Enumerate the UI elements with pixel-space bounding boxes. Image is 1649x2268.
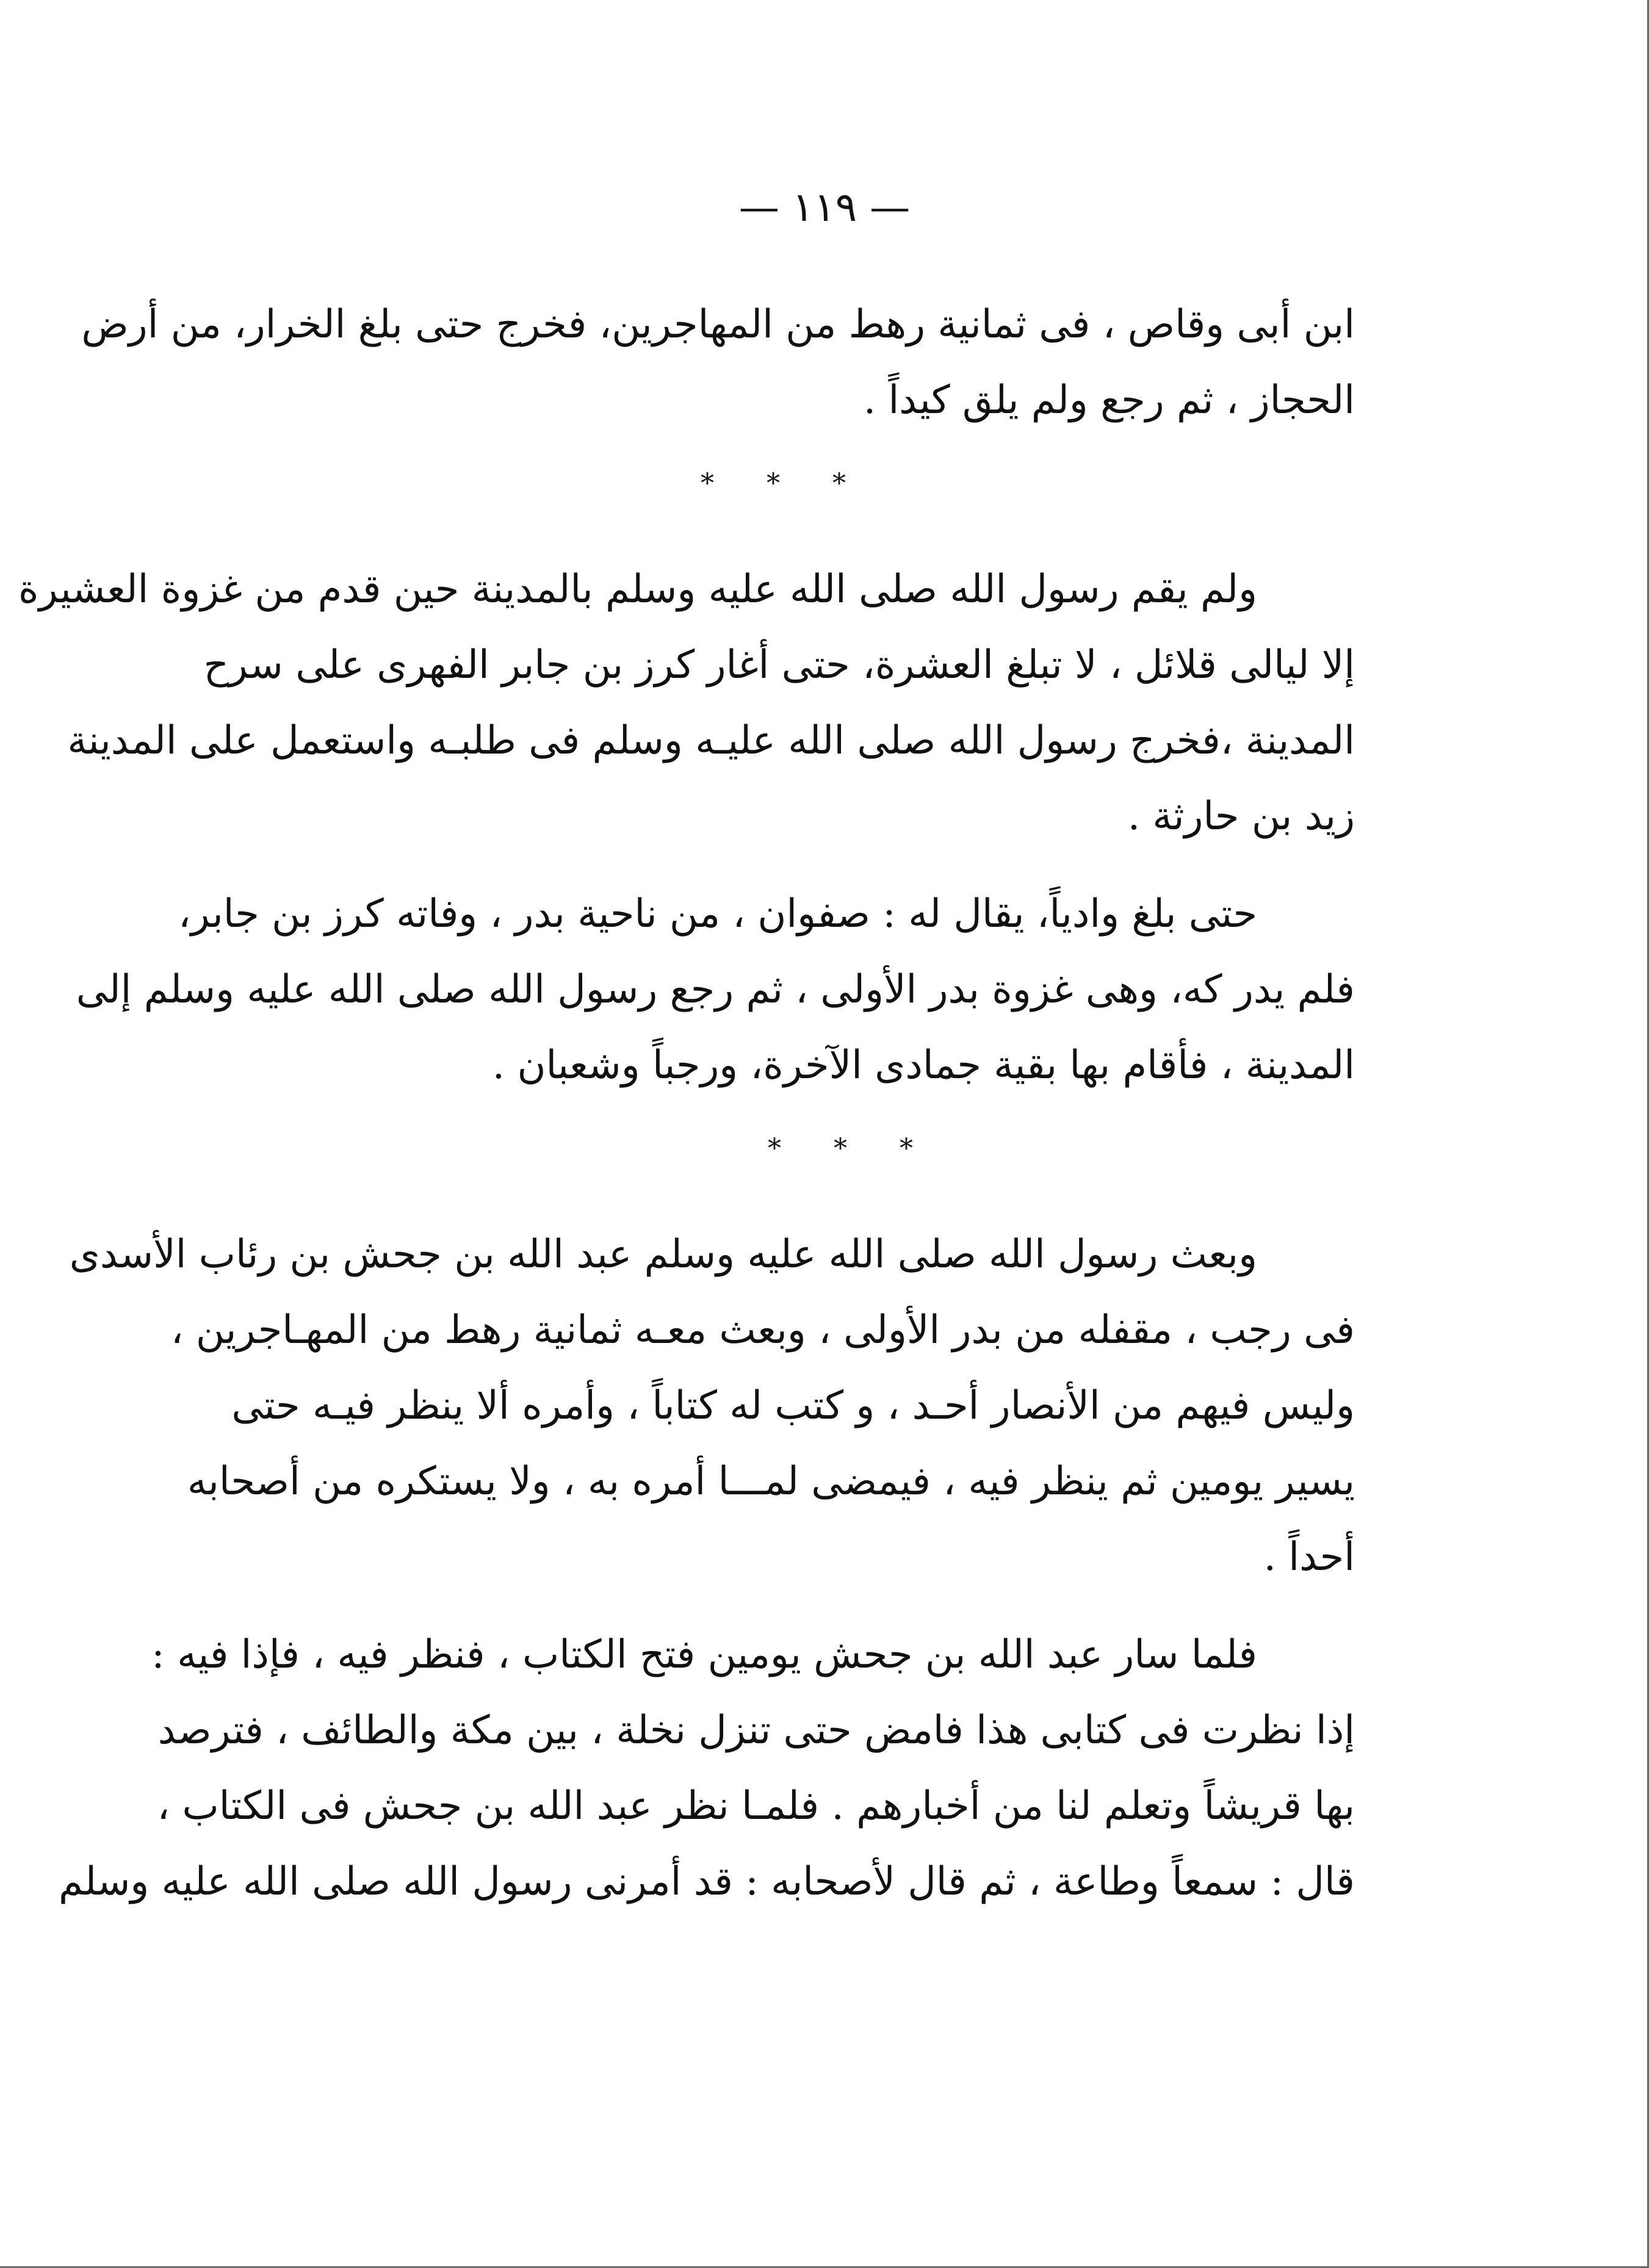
section-divider: * * * bbox=[701, 468, 868, 499]
paragraph bbox=[81, 287, 1355, 438]
text-line: وليس فيهم من الأنصار أحـد ، و كتب له كتاباً ، وأمره ألا ينظر فيـه حتى bbox=[231, 1383, 1355, 1428]
text-line: حتى بلغ وادياً، يقال له : صفوان ، من ناحية بدر ، وفاته كرز بن جابر، bbox=[178, 891, 1257, 937]
text-line: الحجاز ، ثم رجع ولم يلق كيداً . bbox=[863, 378, 1355, 423]
text-line: فى رجب ، مقفله من بدر الأولى ، وبعث معـه ثمانية رهط من المهـاجرين ، bbox=[170, 1308, 1355, 1353]
paragraph bbox=[58, 1617, 1355, 1920]
page-number: — ١١٩ — bbox=[738, 184, 911, 231]
text-line: إذا نظرت فى كتابى هذا فامض حتى تنزل نخلة ، بين مكة والطائف ، فترصد bbox=[157, 1708, 1355, 1753]
text-line: فلما سار عبد الله بن جحش يومين فتح الكتاب ، فنظر فيه ، فإذا فيه : bbox=[151, 1632, 1257, 1677]
spacer bbox=[269, 1595, 1355, 1617]
text-line: فلم يدر كه، وهى غزوة بدر الأولى ، ثم رجع رسول الله صلى الله عليه وسلم إلى bbox=[76, 967, 1355, 1012]
text-line: ابن أبى وقاص ، فى ثمانية رهط من المهاجرين، فخرج حتى بلغ الخرار، من أرض bbox=[81, 302, 1355, 347]
text-line: المدينة ، فأقام بها بقية جمادى الآخرة، ورجباً وشعبان . bbox=[492, 1043, 1355, 1088]
text-line: يسير يومين ثم ينظر فيه ، فيمضى لمـــا أمره به ، ولا يستكره من أصحابه bbox=[187, 1459, 1355, 1504]
text-line: وبعث رسول الله صلى الله عليه وسلم عبد الله بن جحش بن رئاب الأسدى bbox=[69, 1232, 1257, 1277]
section-divider: * * * bbox=[768, 1133, 935, 1164]
spacer bbox=[269, 530, 1355, 552]
text-line: المدينة ،فخرج رسول الله صلى الله عليـه وسلم فى طلبـه واستعمل على المدينة bbox=[67, 718, 1355, 763]
text-line: أحداً . bbox=[1263, 1535, 1355, 1580]
paragraph bbox=[69, 1217, 1355, 1595]
page-body bbox=[18, 287, 1355, 1920]
text-line: بها قريشاً وتعلم لنا من أخبارهم . فلمـا نظر عبد الله بن جحش فى الكتاب ، bbox=[157, 1784, 1355, 1829]
paragraph bbox=[76, 876, 1355, 1103]
spacer bbox=[269, 854, 1355, 876]
text-line: إلا ليالى قلائل ، لا تبلغ العشرة، حتى أغار كرز بن جابر الفهرى على سرح bbox=[203, 643, 1355, 688]
text-line: ولم يقم رسول الله صلى الله عليه وسلم بالمدينة حين قدم من غزوة العشيرة bbox=[18, 567, 1257, 612]
text-line: قال : سمعاً وطاعة ، ثم قال لأصحابه : قد أمرنى رسول الله صلى الله عليه وسلم bbox=[58, 1859, 1355, 1904]
text-line: زيد بن حارثة . bbox=[1127, 794, 1355, 839]
spacer bbox=[269, 1195, 1355, 1217]
paragraph bbox=[18, 552, 1355, 854]
